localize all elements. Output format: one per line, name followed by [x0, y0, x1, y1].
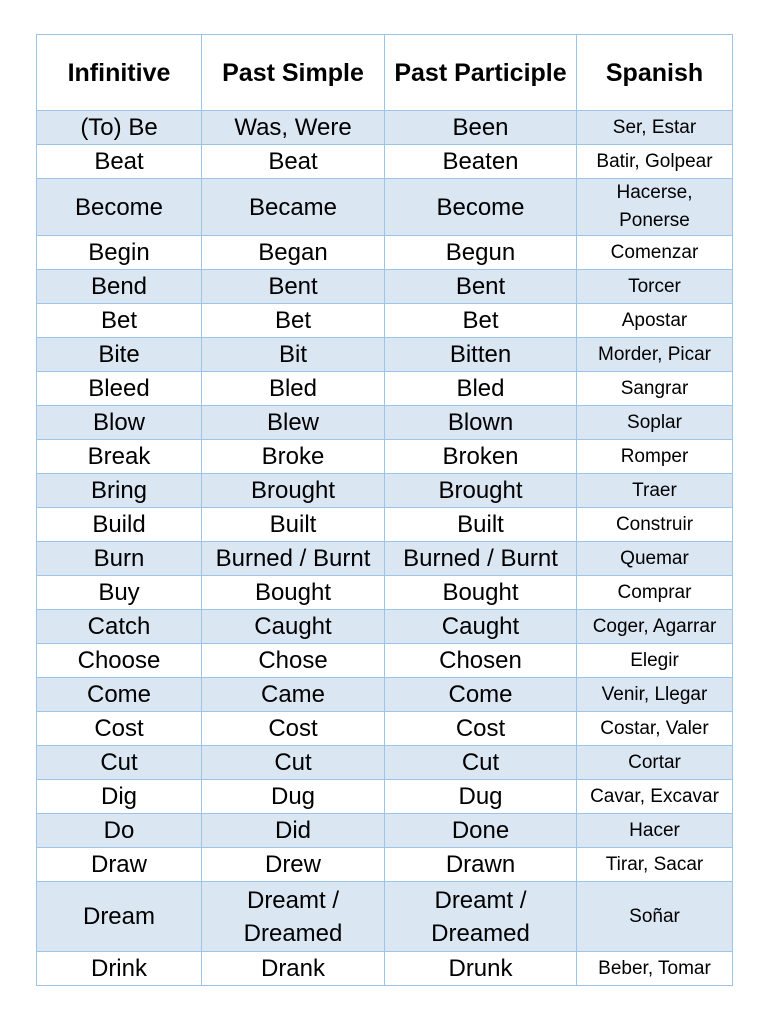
- table-row: [37, 304, 733, 338]
- past-simple-cell: Broke: [202, 440, 385, 474]
- past-participle-cell: Burned / Burnt: [385, 542, 577, 576]
- infinitive-cell: Cost: [37, 712, 202, 746]
- past-simple-cell: Bent: [202, 270, 385, 304]
- infinitive-cell: Dream: [37, 882, 202, 952]
- table-row: [37, 270, 733, 304]
- past-participle-cell: Drunk: [385, 952, 577, 986]
- spanish-cell: Soñar: [577, 882, 733, 952]
- infinitive-cell: Buy: [37, 576, 202, 610]
- past-participle-cell: Bought: [385, 576, 577, 610]
- spanish-cell: Cortar: [577, 746, 733, 780]
- past-simple-cell: Blew: [202, 406, 385, 440]
- spanish-cell: Morder, Picar: [577, 338, 733, 372]
- past-participle-cell: Bet: [385, 304, 577, 338]
- header-infinitive: Infinitive: [37, 35, 202, 111]
- past-simple-cell: Bet: [202, 304, 385, 338]
- past-participle-cell: Built: [385, 508, 577, 542]
- past-simple-cell: Became: [202, 179, 385, 236]
- irregular-verbs-table: [36, 34, 733, 986]
- past-simple-cell: Dug: [202, 780, 385, 814]
- spanish-cell: Torcer: [577, 270, 733, 304]
- past-participle-cell: Done: [385, 814, 577, 848]
- infinitive-cell: Bite: [37, 338, 202, 372]
- spanish-cell: Traer: [577, 474, 733, 508]
- table-row: [37, 576, 733, 610]
- past-simple-cell: Built: [202, 508, 385, 542]
- past-participle-cell: Caught: [385, 610, 577, 644]
- past-simple-cell: Bit: [202, 338, 385, 372]
- past-simple-cell: Cost: [202, 712, 385, 746]
- spanish-cell: Construir: [577, 508, 733, 542]
- past-simple-cell: Bought: [202, 576, 385, 610]
- infinitive-cell: Build: [37, 508, 202, 542]
- spanish-cell: Quemar: [577, 542, 733, 576]
- spanish-cell: Batir, Golpear: [577, 145, 733, 179]
- infinitive-cell: Break: [37, 440, 202, 474]
- infinitive-cell: Blow: [37, 406, 202, 440]
- past-participle-cell: Begun: [385, 236, 577, 270]
- table-row: [37, 644, 733, 678]
- past-participle-cell: Broken: [385, 440, 577, 474]
- header-past-participle: Past Participle: [385, 35, 577, 111]
- spanish-cell: Hacer: [577, 814, 733, 848]
- table-row: [37, 338, 733, 372]
- past-participle-cell: Bled: [385, 372, 577, 406]
- header-row: [37, 35, 733, 111]
- spanish-cell: Sangrar: [577, 372, 733, 406]
- table-row: [37, 678, 733, 712]
- spanish-cell: Apostar: [577, 304, 733, 338]
- infinitive-cell: Bend: [37, 270, 202, 304]
- past-participle-cell: Cost: [385, 712, 577, 746]
- table-row: [37, 440, 733, 474]
- infinitive-cell: Bet: [37, 304, 202, 338]
- table-row: [37, 712, 733, 746]
- past-participle-cell: Chosen: [385, 644, 577, 678]
- spanish-cell: Cavar, Excavar: [577, 780, 733, 814]
- past-simple-cell: Chose: [202, 644, 385, 678]
- past-participle-cell: Been: [385, 111, 577, 145]
- past-simple-cell: Beat: [202, 145, 385, 179]
- table-row: [37, 474, 733, 508]
- table-row: [37, 372, 733, 406]
- table-row: [37, 406, 733, 440]
- table-row: [37, 542, 733, 576]
- past-participle-cell: Bent: [385, 270, 577, 304]
- infinitive-cell: Begin: [37, 236, 202, 270]
- infinitive-cell: Cut: [37, 746, 202, 780]
- infinitive-cell: Dig: [37, 780, 202, 814]
- infinitive-cell: Beat: [37, 145, 202, 179]
- infinitive-cell: Burn: [37, 542, 202, 576]
- table-row: [37, 610, 733, 644]
- past-participle-cell: Brought: [385, 474, 577, 508]
- table-row: [37, 814, 733, 848]
- spanish-cell: Beber, Tomar: [577, 952, 733, 986]
- past-simple-cell: Bled: [202, 372, 385, 406]
- past-simple-cell: Was, Were: [202, 111, 385, 145]
- table-row: [37, 179, 733, 236]
- infinitive-cell: Bleed: [37, 372, 202, 406]
- spanish-cell: Hacerse, Ponerse: [577, 179, 733, 236]
- infinitive-cell: Become: [37, 179, 202, 236]
- past-simple-cell: Brought: [202, 474, 385, 508]
- table-row: [37, 145, 733, 179]
- spanish-cell: Coger, Agarrar: [577, 610, 733, 644]
- spanish-cell: Elegir: [577, 644, 733, 678]
- infinitive-cell: Do: [37, 814, 202, 848]
- infinitive-cell: Draw: [37, 848, 202, 882]
- infinitive-cell: Drink: [37, 952, 202, 986]
- past-simple-cell: Came: [202, 678, 385, 712]
- past-participle-cell: Come: [385, 678, 577, 712]
- spanish-cell: Tirar, Sacar: [577, 848, 733, 882]
- infinitive-cell: Bring: [37, 474, 202, 508]
- past-participle-cell: Beaten: [385, 145, 577, 179]
- table-row: [37, 236, 733, 270]
- past-simple-cell: Began: [202, 236, 385, 270]
- infinitive-cell: (To) Be: [37, 111, 202, 145]
- past-simple-cell: Dreamt / Dreamed: [202, 882, 385, 952]
- spanish-cell: Costar, Valer: [577, 712, 733, 746]
- table-row: [37, 746, 733, 780]
- table-row: [37, 111, 733, 145]
- header-spanish: Spanish: [577, 35, 733, 111]
- spanish-cell: Ser, Estar: [577, 111, 733, 145]
- past-participle-cell: Bitten: [385, 338, 577, 372]
- past-simple-cell: Drank: [202, 952, 385, 986]
- past-participle-cell: Cut: [385, 746, 577, 780]
- table-row: [37, 780, 733, 814]
- past-participle-cell: Drawn: [385, 848, 577, 882]
- past-simple-cell: Burned / Burnt: [202, 542, 385, 576]
- past-simple-cell: Cut: [202, 746, 385, 780]
- past-simple-cell: Did: [202, 814, 385, 848]
- past-participle-cell: Become: [385, 179, 577, 236]
- infinitive-cell: Catch: [37, 610, 202, 644]
- infinitive-cell: Choose: [37, 644, 202, 678]
- table-row: [37, 882, 733, 952]
- past-participle-cell: Dreamt / Dreamed: [385, 882, 577, 952]
- spanish-cell: Venir, Llegar: [577, 678, 733, 712]
- infinitive-cell: Come: [37, 678, 202, 712]
- spanish-cell: Comprar: [577, 576, 733, 610]
- table-row: [37, 508, 733, 542]
- past-simple-cell: Drew: [202, 848, 385, 882]
- table-row: [37, 952, 733, 986]
- spanish-cell: Comenzar: [577, 236, 733, 270]
- header-past-simple: Past Simple: [202, 35, 385, 111]
- spanish-cell: Soplar: [577, 406, 733, 440]
- table-row: [37, 848, 733, 882]
- past-participle-cell: Blown: [385, 406, 577, 440]
- past-simple-cell: Caught: [202, 610, 385, 644]
- past-participle-cell: Dug: [385, 780, 577, 814]
- spanish-cell: Romper: [577, 440, 733, 474]
